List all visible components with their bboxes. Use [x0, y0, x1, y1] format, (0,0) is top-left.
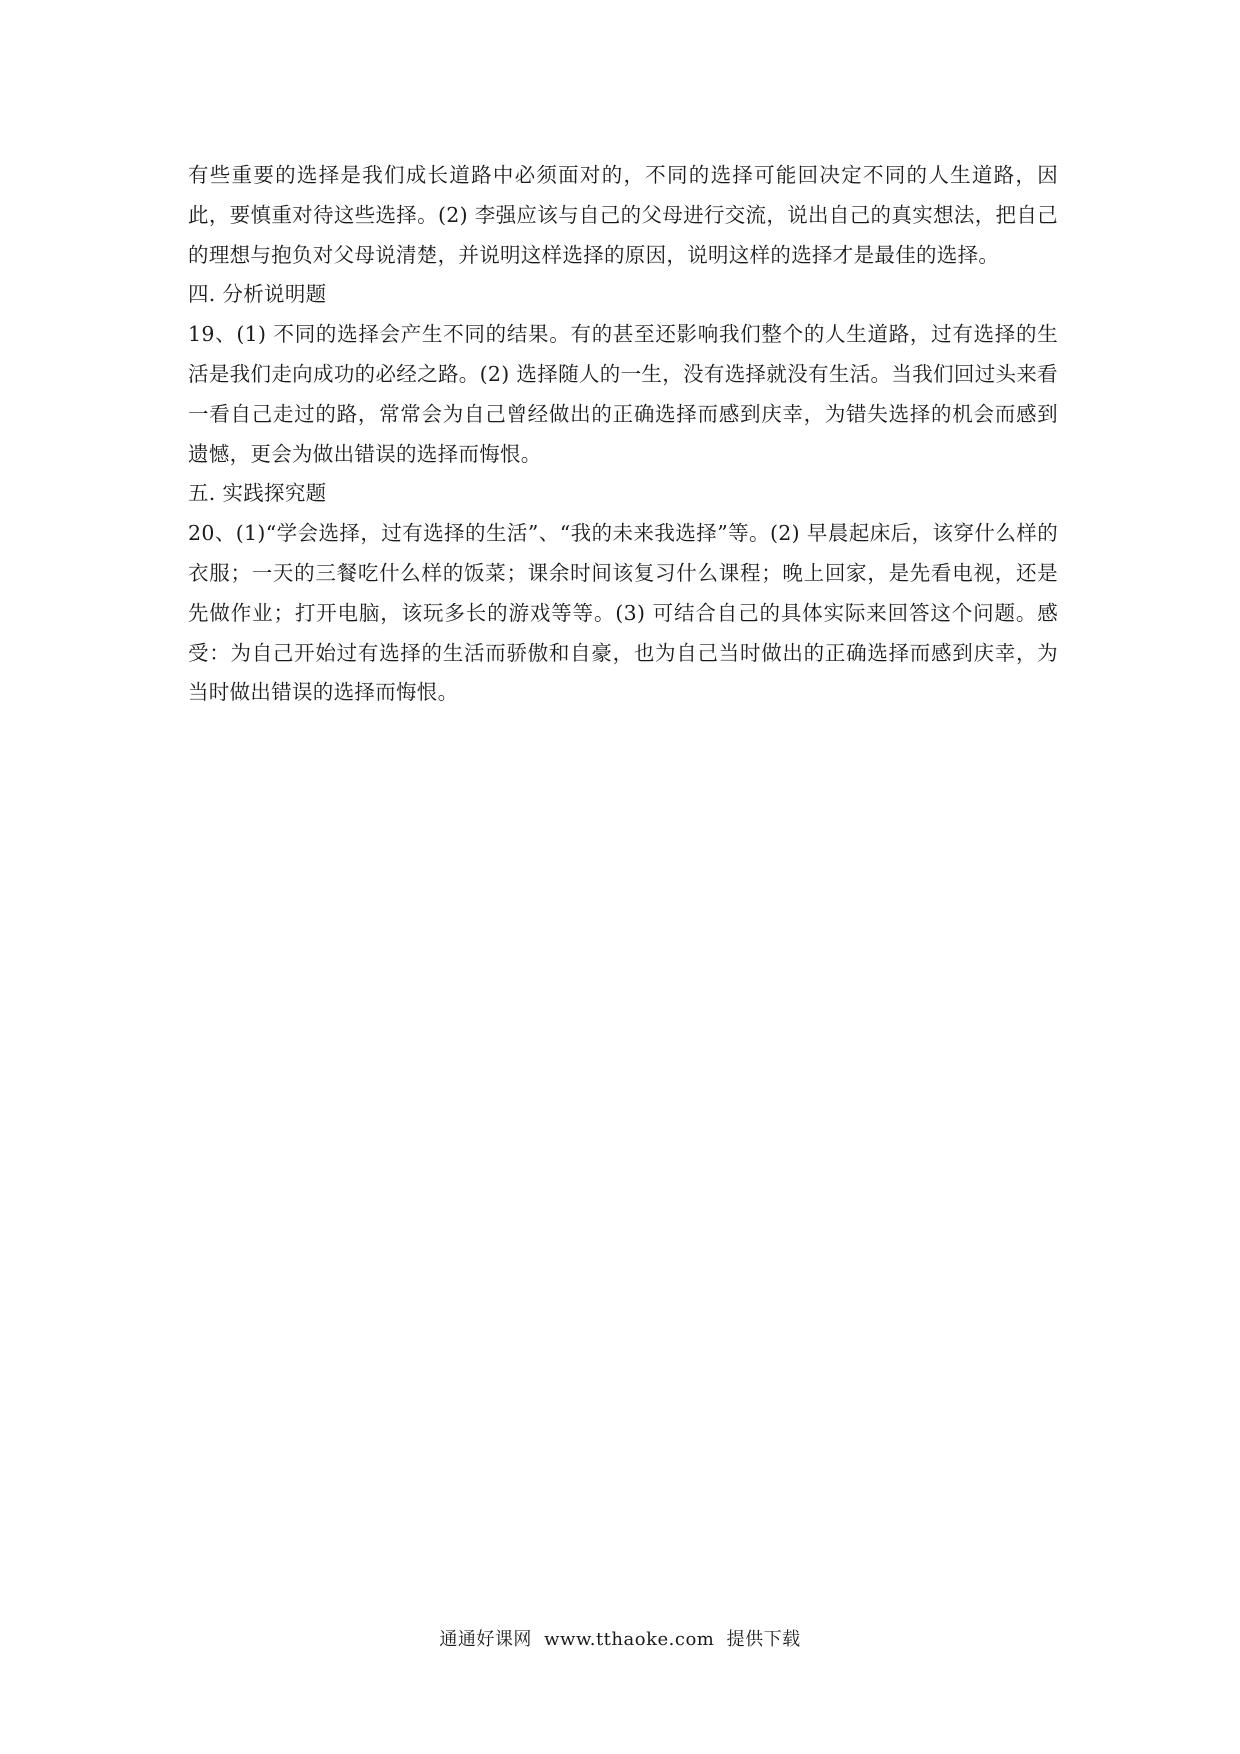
- section-heading-analysis: 四. 分析说明题: [188, 282, 327, 307]
- footer-url[interactable]: www.tthaoke.com: [544, 1629, 715, 1650]
- footer-suffix: 提供下载: [726, 1629, 801, 1650]
- document-body: [188, 156, 1058, 713]
- answer-paragraph-continuation: 有些重要的选择是我们成长道路中必须面对的，不同的选择可能回决定不同的人生道路，因此，要慎重对待这些选择。(2) 李强应该与自己的父母进行交流，说出自己的真实想法，把自己的理想与抱负对父母说清楚，并说明这样选择的原因，说明这样的选择才是最佳的选择。: [188, 163, 1058, 267]
- answer-paragraph-19: 19、(1) 不同的选择会产生不同的结果。有的甚至还影响我们整个的人生道路，过有选择的生活是我们走向成功的必经之路。(2) 选择随人的一生，没有选择就没有生活。当我们回过头来看一看自己走过的路，常常会为自己曾经做出的正确选择而感到庆幸，为错失选择的机会而感到遗憾，更会为做出错误的选择而悔恨。: [188, 322, 1058, 466]
- page-footer: [0, 1628, 1240, 1652]
- footer-site-name: 通通好课网: [439, 1629, 532, 1650]
- section-heading-practice: 五. 实践探究题: [188, 481, 327, 506]
- answer-paragraph-20: 20、(1)“学会选择，过有选择的生活”、“我的未来我选择”等。(2) 早晨起床后，该穿什么样的衣服；一天的三餐吃什么样的饭菜；课余时间该复习什么课程；晚上回家，是先看电视，还是先做作业；打开电脑，该玩多长的游戏等等。(3) 可结合自己的具体实际来回答这个问题。感受：为自己开始过有选择的生活而骄傲和自豪，也为自己当时做出的正确选择而感到庆幸，为当时做出错误的选择而悔恨。: [188, 521, 1058, 705]
